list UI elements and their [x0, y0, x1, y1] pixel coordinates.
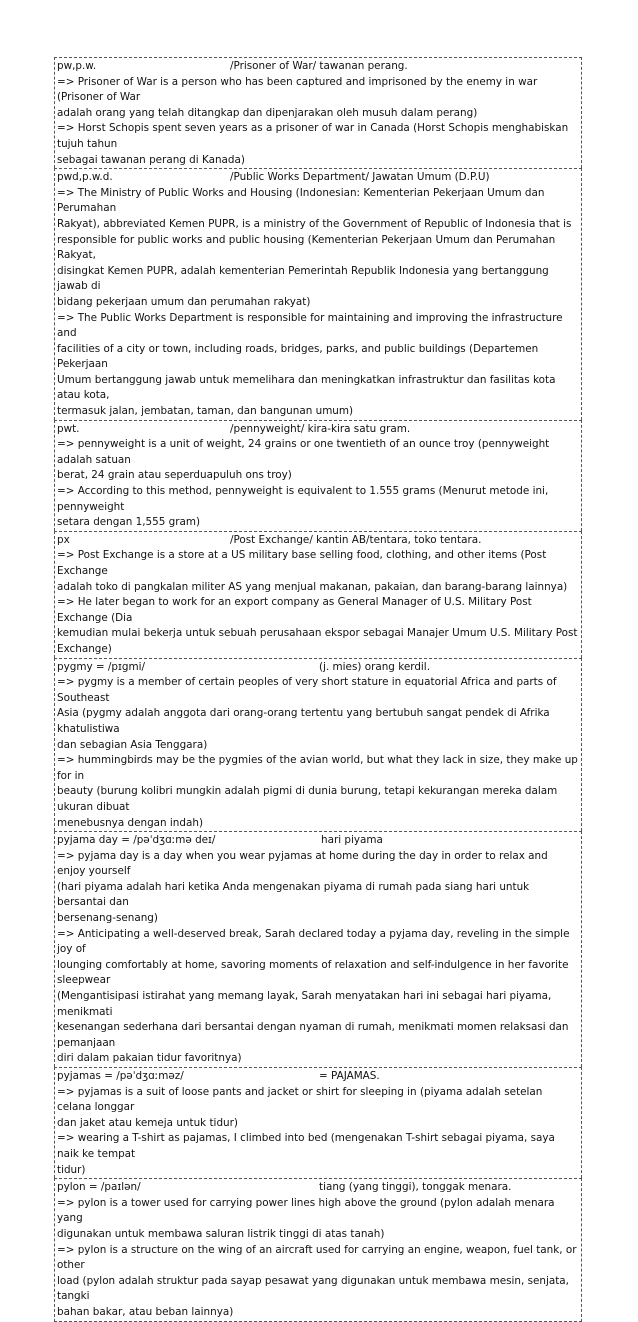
entry-pyjamas [54, 1067, 582, 1178]
entry-example-line: kemudian mulai bekerja untuk sebuah perusahaan ekspor sebagai Manajer Umum U.S. Military Post [57, 627, 578, 640]
entry-example-line: kesenangan sederhana dari bersantai dengan nyaman di rumah, menikmati momen relaksasi dan pemanjaan [57, 1021, 569, 1049]
entry-head [57, 1069, 579, 1085]
entry-pylon [54, 1178, 582, 1321]
entry-example-line: (hari piyama adalah hari ketika Anda mengenakan piyama di rumah pada siang hari untuk bersantai dan [57, 880, 530, 909]
entry-head [57, 533, 579, 549]
entry-example-line: dan jaket atau kemeja untuk tidur) [57, 1116, 238, 1129]
entry-pwt [54, 420, 582, 531]
entry-example-line: menebusnya dengan indah) [57, 816, 203, 829]
entry-definition: tiang (yang tinggi), tonggak menara. [319, 1181, 512, 1194]
entry-example-line: => Prisoner of War is a person who has been captured and imprisoned by the enemy in war (Prisoner of War [57, 75, 538, 104]
entry-definition: hari piyama [321, 834, 383, 847]
entry-example-line: load (pylon adalah struktur pada sayap pesawat yang digunakan untuk membawa mesin, senjata, tangki [57, 1274, 569, 1303]
entry-example-line: setara dengan 1,555 gram) [57, 516, 201, 529]
entry-example-line: lounging comfortably at home, savoring moments of relaxation and self-indulgence in her favorite sleepwear [57, 958, 569, 987]
entry-example-line: => pylon is a structure on the wing of an aircraft used for carrying an engine, weapon, fuel tank, or other [57, 1243, 577, 1272]
entry-head [57, 59, 579, 75]
entry-example-line: Asia (pygmy adalah anggota dari orang-orang tertentu yang bertubuh sangat pendek di Afrika khatulistiwa [57, 707, 550, 735]
entry-head [57, 833, 579, 849]
entry-example-line: dan sebagian Asia Tenggara) [57, 738, 208, 751]
entry-example-line: Exchange) [57, 642, 112, 655]
entry-example-line: => Post Exchange is a store at a US military base selling food, clothing, and other items (Post Exchange [57, 549, 547, 577]
entry-example-line: sebagai tawanan perang di Kanada) [57, 153, 245, 166]
entry-example-line: Rakyat), abbreviated Kemen PUPR, is a ministry of the Government of Republic of Indonesia that is [57, 217, 572, 230]
entry-example-line: => The Ministry of Public Works and Housing (Indonesian: Kementerian Pekerjaan Umum dan Perumahan [57, 186, 545, 215]
entry-term: pwd,p.w.d. [57, 171, 113, 184]
entry-example-line: => According to this method, pennyweight is equivalent to 1.555 grams (Menurut metode ini, pennyweight [57, 485, 549, 513]
entry-example-line: responsible for public works and public housing (Kementerian Pekerjaan Umum dan Perumahan Rakyat, [57, 233, 556, 262]
entry-term: pw,p.w. [57, 60, 97, 72]
entry-term: px [57, 533, 70, 546]
entry-pwd [54, 168, 582, 420]
entry-definition: /pennyweight/ kira-kira satu gram. [230, 422, 411, 435]
entry-example-line: => pylon is a tower used for carrying power lines high above the ground (pylon adalah menara yang [57, 1196, 555, 1225]
entry-example-line: bahan bakar, atau beban lainnya) [57, 1305, 234, 1318]
entry-example-line: => pennyweight is a unit of weight, 24 grains or one twentieth of an ounce troy (pennyweight adalah satuan [57, 438, 550, 466]
entry-example-line: Umum bertanggung jawab untuk memelihara dan meningkatkan infrastruktur dan fasilitas kota atau kota, [57, 373, 556, 402]
entry-definition: /Public Works Department/ Jawatan Umum (D.P.U) [230, 171, 490, 184]
entry-pw [54, 57, 582, 168]
entry-head [57, 422, 579, 438]
entry-example-line: => Horst Schopis spent seven years as a prisoner of war in Canada (Horst Schopis menghabiskan tujuh tahun [57, 122, 569, 150]
entry-example-line: beauty (burung kolibri mungkin adalah pigmi di dunia burung, tetapi kekurangan mereka dalam ukuran dibuat [57, 785, 558, 813]
entry-example-line: => Anticipating a well-deserved break, Sarah declared today a pyjama day, reveling in the simple joy of [57, 927, 570, 956]
entry-example-line: tidur) [57, 1163, 86, 1176]
entry-example-line: adalah orang yang telah ditangkap dan dipenjarakan oleh musuh dalam perang) [57, 106, 478, 119]
entry-example-line: disingkat Kemen PUPR, adalah kementerian Pemerintah Republik Indonesia yang bertanggung jawab di [57, 264, 549, 293]
entry-px [54, 531, 582, 658]
entry-term: pylon = /paɪlən/ [57, 1181, 141, 1194]
entry-term: pygmy = /pɪgmi/ [57, 660, 145, 673]
entry-example-line: => wearing a T-shirt as pajamas, I climbed into bed (mengenakan T-shirt sebagai piyama, saya naik ke tempat [57, 1132, 555, 1160]
entry-example-line: bidang pekerjaan umum dan perumahan rakyat) [57, 295, 311, 308]
entry-term: pwt. [57, 422, 80, 435]
entry-definition: /Prisoner of War/ tawanan perang. [230, 60, 408, 72]
entry-head [57, 170, 579, 186]
entry-example-line: digunakan untuk membawa saluran listrik tinggi di atas tanah) [57, 1227, 385, 1240]
entry-example-line: => He later began to work for an export company as General Manager of U.S. Military Post Exchange (Dia [57, 596, 532, 624]
entry-pygmy [54, 658, 582, 832]
dictionary-page [54, 57, 582, 1322]
entry-definition: = PAJAMAS. [319, 1070, 380, 1082]
entry-example-line: bersenang-senang) [57, 912, 158, 925]
entry-example-line: => hummingbirds may be the pygmies of the avian world, but what they lack in size, they make up for in [57, 754, 578, 782]
entry-definition: /Post Exchange/ kantin AB/tentara, toko tentara. [230, 533, 482, 546]
entry-example-line: => pyjamas is a suit of loose pants and jacket or shirt for sleeping in (piyama adalah setelan celana longgar [57, 1085, 543, 1114]
entry-example-line: (Mengantisipasi istirahat yang memang layak, Sarah menyatakan hari ini sebagai hari piyama, menikmati [57, 990, 552, 1018]
entry-head [57, 660, 579, 676]
entry-example-line: => pyjama day is a day when you wear pyjamas at home during the day in order to relax and enjoy yourself [57, 849, 548, 878]
entry-term: pyjama day = /pəˈdʒɑːmə deɪ/ [57, 834, 216, 847]
entry-example-line: diri dalam pakaian tidur favoritnya) [57, 1052, 242, 1065]
entry-example-line: => The Public Works Department is responsible for maintaining and improving the infrastructure and [57, 311, 563, 340]
entry-term: pyjamas = /pəˈdʒɑːməz/ [57, 1070, 184, 1082]
entry-example-line: => pygmy is a member of certain peoples of very short stature in equatorial Africa and parts of Southeast [57, 676, 557, 704]
entry-example-line: facilities of a city or town, including roads, bridges, parks, and public buildings (Departemen Pekerjaan [57, 342, 539, 371]
entry-definition: (j. mies) orang kerdil. [319, 660, 430, 673]
entry-head [57, 1180, 579, 1196]
entry-pyjama-day [54, 831, 582, 1067]
entry-example-line: termasuk jalan, jembatan, taman, dan bangunan umum) [57, 405, 354, 418]
entry-example-line: adalah toko di pangkalan militer AS yang menjual makanan, pakaian, dan barang-barang lainnya) [57, 580, 568, 593]
entry-example-line: berat, 24 grain atau seperduapuluh ons troy) [57, 469, 292, 482]
